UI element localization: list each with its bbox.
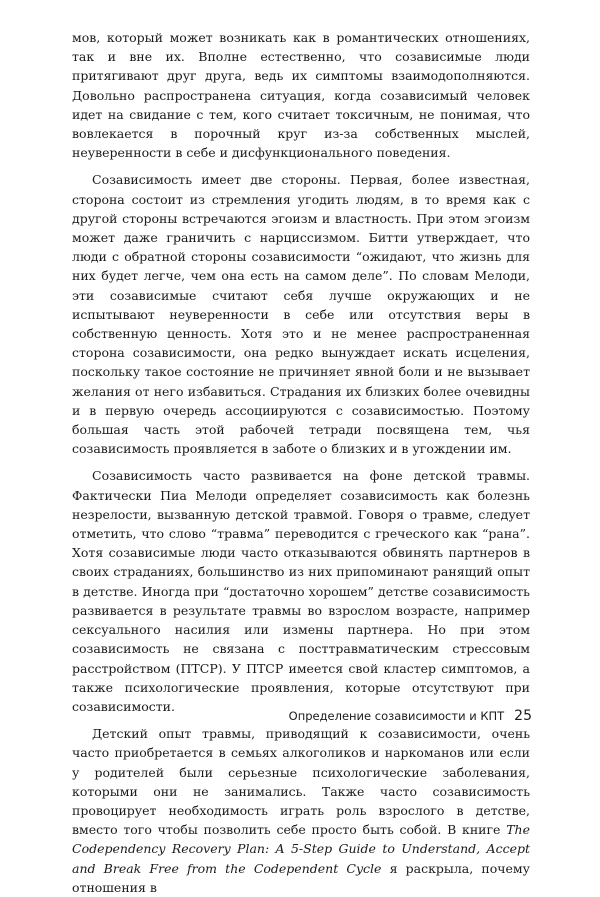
running-title: Определение созависимости и КПТ <box>288 709 505 723</box>
paragraph-1: мов, который может возникать как в романтических отношениях, так и вне их. Вполне естественно, что созависимые люди притягивают друг друга, ведь их симптомы взаимодополняются. Довольно распространена ситуация, когда созависимый человек идет на свидание с тем, кого считает токсичным, не понимая, что вовлекается в порочный круг из-за собственных мыслей, неуверенности в себе и дисфункционального поведения. <box>72 30 530 161</box>
page-footer <box>0 708 532 724</box>
book-title: The Codependency Recovery Plan: A 5-Step Guide to Understand, Accept and Break Free from the Codependent Cycle <box>72 822 530 876</box>
paragraph-4-text-before: Детский опыт травмы, приводящий к созависимости, очень часто приобретается в семьях алкоголиков и наркоманов или если у родителей были серьезные психологические заболевания, которыми они не занимались. Также часто созависимость провоцирует необходимость играть роль взрослого в детстве, вместо того чтобы позволить себе просто быть собой. В книге <box>72 726 530 838</box>
paragraph-3: Созависимость часто развивается на фоне детской травмы. Фактически Пиа Мелоди определяет созависимость как болезнь незрелости, вызванную детской травмой. Говоря о травме, следует отметить, что слово “травма” переводится с греческого как “рана”. Хотя созависимые люди часто отказываются обвинять партнеров в своих страданиях, большинство из них припоминают ранящий опыт в детстве. Иногда при “достаточно хорошем” детстве созависимость развивается в результате травмы во взрослом возрасте, например сексуального насилия или измены партнера. Но при этом созависимость не связана с посттравматическим стрессовым расстройством (ПТСР). У ПТСР имеется свой кластер симптомов, а также психологические проявления, которые отсутствуют при созависимости. <box>72 468 530 714</box>
paragraph-4-text-after: я раскрыла, почему отношения в <box>72 860 530 895</box>
body-text <box>72 28 530 897</box>
paragraph-2: Созависимость имеет две стороны. Первая, более известная, сторона состоит из стремления угодить людям, в то время как с другой стороны встречаются эгоизм и властность. При этом эгоизм может даже граничить с нарциссизмом. Битти утверждает, что люди с обратной стороны созависимости “ожидают, что жизнь для них будет легче, чем она есть на самом деле”. По словам Мелоди, эти созависимые считают себя лучше окружающих и не испытывают неуверенности в себе или отсутствия веры в собственную ценность. Хотя это и не менее распространенная сторона созависимости, она редко вынуждает искать исцеления, поскольку такое состояние не причиняет явной боли и не вызывает желания от него избавиться. Страдания их близких более очевидны и в первую очередь ассоциируются с созависимостью. Поэтому большая часть этой рабочей тетради посвящена тем, чья созависимость проявляется в заботе о близких и в угождении им. <box>72 172 530 457</box>
paragraph-4 <box>72 724 530 897</box>
page-number: 25 <box>514 708 532 724</box>
